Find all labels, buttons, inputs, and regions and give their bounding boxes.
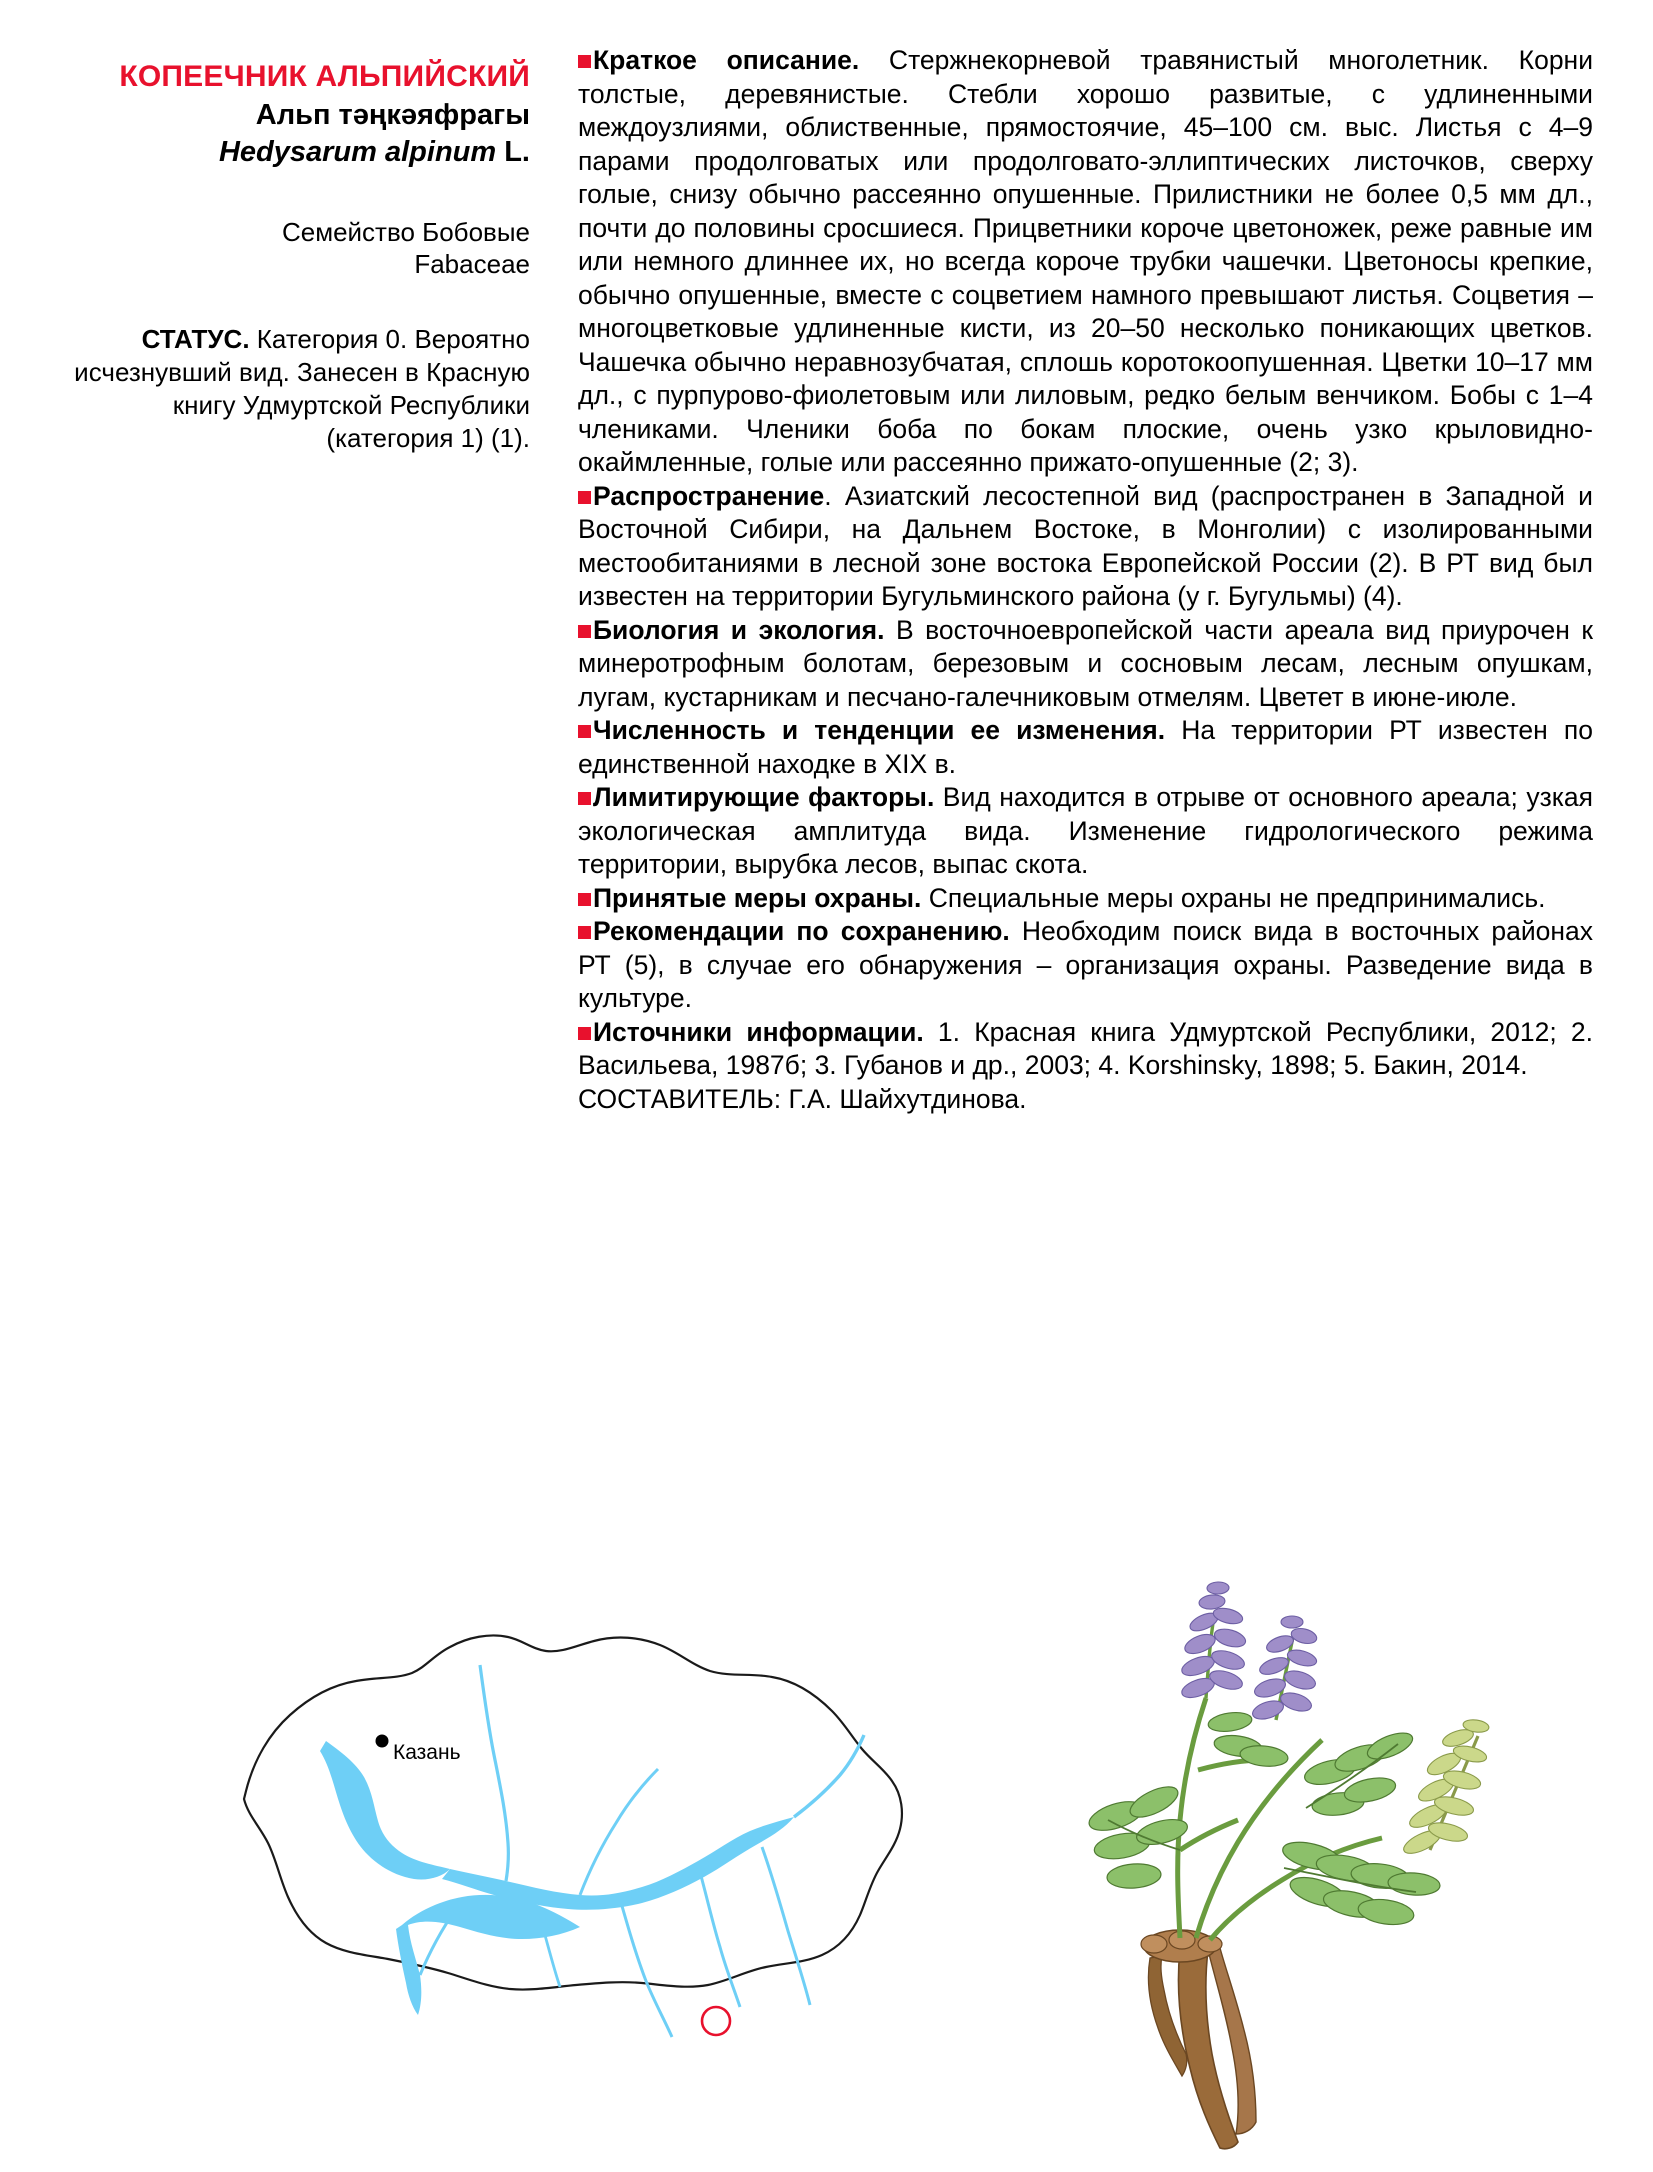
plant-illustration — [1030, 1520, 1630, 2160]
species-name-tatar: Альп тәңкәяфрагы — [255, 98, 530, 131]
map-svg — [150, 1545, 980, 2105]
bullet-square-icon — [578, 55, 591, 68]
section-body: Специальные меры охраны не предпринимались. — [921, 882, 1546, 913]
family-block — [60, 216, 530, 281]
city-label-kazan: Казань — [393, 1741, 461, 1764]
species-name-russian: КОПЕЕЧНИК АЛЬПИЙСКИЙ — [119, 60, 530, 93]
species-name-latin — [60, 135, 530, 170]
section-heading: Краткое описание. — [593, 45, 860, 75]
section-heading: Источники информации. — [593, 1016, 924, 1047]
section-protection-measures — [578, 882, 1593, 916]
section-body: 1. Красная книга Удмуртской Республики, 2012; 2. Васильева, 1987б; 3. Губанов и др., 2003; 4. Korshinsky, 1898; 5. Бакин, 2014. — [578, 1016, 1593, 1081]
species-latin-author: L. — [504, 135, 530, 168]
occurrence-marker — [702, 2007, 730, 2035]
status-block — [60, 323, 530, 455]
bullet-square-icon — [578, 1027, 591, 1040]
distribution-map — [150, 1545, 980, 2105]
section-heading: Лимитирующие факторы. — [593, 782, 935, 813]
section-body: На территории РТ известен по единственной находке в XIX в. — [578, 715, 1593, 779]
status-text: Категория 0. Вероятно исчезнувший вид. Занесен в Красную книгу Удмуртской Республики (категория 1) (1). — [74, 323, 530, 453]
description-column — [578, 44, 1593, 1117]
family-latin: Fabaceae — [414, 249, 530, 280]
family-russian: Семейство Бобовые — [281, 216, 530, 247]
section-body: Стержнекорневой травянистый многолетник. Корни толстые, деревянистые. Стебли хорошо развитые, с удлиненными междоузлиями, облиственные, прямостоячие, 45–100 см. выс. Листья с 4–9 парами продолговатых или продолговато-эллиптических листочков, сверху голые, снизу обычно рассеянно опушенные. Прилистники не более 0,5 мм дл., почти до половины сросшиеся. Прицветники короче цветоножек, реже равные им или немного длиннее их, но всегда короче трубки чашечки. Цветоносы крепкие, обычно опушенные, вместе с соцветием намного превышают листья. Соцветия – многоцветковые удлиненные кисти, из 20–50 несколько поникающих цветков. Чашечка обычно неравнозубчатая, сплошь коротокоопушенная. Цветки 10–17 мм дл., с пурпурово-фиолетовым или лиловым, редко белым венчиком. Бобы с 1–4 члениками. Членики боба по бокам плоские, очень узко крыловидно-окаймленные, голые или рассеянно прижато-опушенные (2; 3). — [578, 45, 1593, 478]
root-system — [1141, 1930, 1256, 2149]
fruit-raceme — [1401, 1718, 1490, 1858]
section-sources — [578, 1016, 1593, 1083]
section-limiting-factors — [578, 781, 1593, 882]
section-body: Вид находится в отрыве от основного ареала; узкая экологическая амплитуда вида. Изменение гидрологического режима территории, вырубка лесов, выпас скота. — [578, 782, 1593, 880]
section-conservation-recommendations — [578, 915, 1593, 1016]
section-distribution — [578, 480, 1593, 614]
plant-svg — [1030, 1520, 1630, 2160]
section-heading: Рекомендации по сохранению. — [593, 916, 1010, 947]
section-population-trends — [578, 714, 1593, 781]
section-body: В восточноевропейской части ареала вид приурочен к минеротрофным болотам, березовым и сосновым лесам, лесным опушкам, лугам, кустарникам и песчано-галечниковым отмелям. Цветет в июне-июле. — [578, 614, 1593, 712]
flower-raceme-right — [1250, 1616, 1318, 1723]
section-brief-description — [578, 44, 1593, 480]
section-biology-ecology — [578, 614, 1593, 715]
bullet-square-icon — [578, 491, 591, 504]
bullet-square-icon — [578, 792, 591, 805]
section-body: . Азиатский лесостепной вид (распространен в Западной и Восточной Сибири, на Дальнем Востоке, в Монголии) с изолированными местообитаниями в лесной зоне востока Европейской России (2). В РТ вид был известен на территории Бугульминского района (у г. Бугульмы) (4). — [578, 480, 1593, 612]
section-body: Необходим поиск вида в восточных районах РТ (5), в случае его обнаружения – организация охраны. Разведение вида в культуре. — [578, 916, 1593, 1014]
flower-raceme-left — [1179, 1582, 1247, 1702]
bullet-square-icon — [578, 926, 591, 939]
status-label: СТАТУС. — [141, 323, 250, 354]
section-heading: Распространение — [593, 480, 825, 511]
city-marker-kazan — [376, 1735, 389, 1748]
section-heading: Численность и тенденции ее изменения. — [593, 715, 1166, 746]
species-latin-binomial: Hedysarum alpinum — [218, 135, 497, 168]
species-header-column — [60, 60, 530, 455]
bullet-square-icon — [578, 625, 591, 638]
section-heading: Принятые меры охраны. — [593, 882, 922, 913]
bullet-square-icon — [578, 725, 591, 738]
author-line: СОСТАВИТЕЛЬ: Г.А. Шайхутдинова. — [578, 1083, 1027, 1114]
section-heading: Биология и экология. — [593, 614, 885, 645]
bullet-square-icon — [578, 893, 591, 906]
